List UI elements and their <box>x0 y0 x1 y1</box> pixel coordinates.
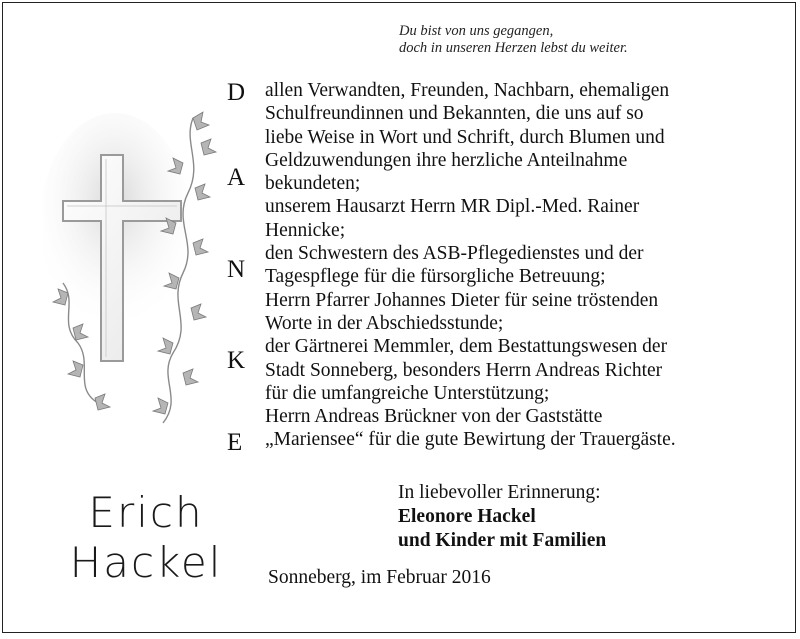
text-line: allen Verwandten, Freunden, Nachbarn, ehemaligen <box>265 80 670 101</box>
text-line: Stadt Sonneberg, besonders Herrn Andreas Richter <box>265 359 663 381</box>
place-date: Sonneberg, im Februar 2016 <box>268 567 491 588</box>
signature-name-2: und Kinder mit Familien <box>398 530 607 551</box>
text-line: liebe Weise in Wort und Schrift, durch Blumen und <box>265 126 665 148</box>
text-line: Herrn Andreas Brückner von der Gaststätte <box>265 406 603 428</box>
cross-with-ivy-icon <box>43 103 233 433</box>
motto <box>399 23 628 57</box>
obituary-card <box>2 2 796 633</box>
text-line: Hennicke; <box>265 219 346 241</box>
signature-name-1: Eleonore Hackel <box>398 506 536 527</box>
text-line: Geldzuwendungen ihre herzliche Anteilnahme <box>265 149 628 171</box>
thank-you-text <box>265 79 785 452</box>
text-line: Worte in der Abschiedsstunde; <box>265 312 504 334</box>
text-line: den Schwestern des ASB-Pflegedienstes und der <box>265 243 644 265</box>
deceased-last-name: Hackel <box>69 538 223 587</box>
deceased-name <box>41 488 251 588</box>
text-line: Schulfreundinnen und Bekannten, die uns auf so <box>265 103 644 125</box>
text-line: Tagespflege für die fürsorgliche Betreuung; <box>265 266 606 288</box>
danke-letter-a: A <box>227 164 246 191</box>
signature-block <box>398 481 606 553</box>
danke-letter-e: E <box>227 429 243 456</box>
text-line: für die umfangreiche Unterstützung; <box>265 382 550 404</box>
signature-intro: In liebevoller Erinnerung: <box>398 482 601 503</box>
motto-line-2: doch in unseren Herzen lebst du weiter. <box>399 40 628 56</box>
text-line: unserem Hausarzt Herrn MR Dipl.-Med. Rainer <box>265 196 640 218</box>
text-line: Herrn Pfarrer Johannes Dieter für seine tröstenden <box>265 289 659 311</box>
motto-line-1: Du bist von uns gegangen, <box>399 23 554 39</box>
text-line: „Mariensee“ für die gute Bewirtung der Trauergäste. <box>265 429 676 451</box>
deceased-first-name: Erich <box>88 488 204 537</box>
danke-letter-k: K <box>227 347 246 374</box>
danke-letter-n: N <box>227 256 246 283</box>
danke-letter-d: D <box>227 79 246 106</box>
text-line: der Gärtnerei Memmler, dem Bestattungswesen der <box>265 336 668 358</box>
text-line: bekundeten; <box>265 173 361 195</box>
